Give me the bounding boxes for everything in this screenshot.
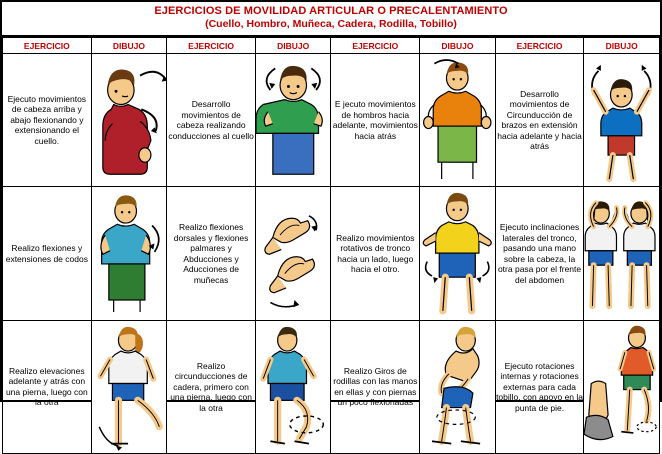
table-row <box>3 187 660 320</box>
exercise-text: Ejecuto inclinaciones laterales del tronco, pasando una mano sobre la cabeza, la otra pasa por el frente del abdomen <box>495 187 584 320</box>
exercise-text: Desarrollo movimientos de cabeza realizando conducciones al cuello <box>167 54 256 187</box>
table-header-row <box>3 38 660 54</box>
exercise-text: Realizo elevaciones adelante y atrás con una pierna, luego con la otra <box>3 320 92 453</box>
title-line-1: EJERCICIOS DE MOVILIDAD ARTICULAR O PRECALENTAMIENTO <box>154 5 508 17</box>
exercise-text: Realizo Giros de rodillas con las manos en ellas y con piernas un poco flexionadas <box>331 320 420 453</box>
exercise-figure-hip-circumduction <box>255 320 331 453</box>
neck-rotation-icon <box>256 54 331 186</box>
column-header-dibujo-2: DIBUJO <box>255 38 331 54</box>
exercise-text: Realizo circunducciones de cadera, primero con una pierna, luego con la otra <box>167 320 256 453</box>
title-line-2: (Cuello, Hombro, Muñeca, Cadera, Rodilla, Tobillo) <box>205 18 457 30</box>
exercise-text: Ejecuto rotaciones internas y rotaciones externas para cada tobillo, con apoyo en la punta de pie. <box>495 320 584 453</box>
trunk-lateral-bend-icon <box>584 187 659 319</box>
page-title <box>2 2 660 37</box>
exercise-figure-ankle-rotation <box>584 320 660 453</box>
column-header-ejercicio-2: EJERCICIO <box>167 38 256 54</box>
exercise-figure-arm-circumduction <box>584 54 660 187</box>
elbow-flex-extend-icon <box>92 187 167 319</box>
shoulder-forward-back-icon <box>420 54 495 186</box>
knee-rotation-icon <box>420 321 495 453</box>
exercise-figure-shoulder-forward-back <box>420 54 496 187</box>
exercise-text: Desarrollo movimientos de Circunducción de brazos en extensión hacia adelante y hacia atrás <box>495 54 584 187</box>
leg-swing-icon <box>92 321 167 453</box>
neck-flex-extend-icon <box>92 54 167 186</box>
exercise-figure-elbow-flex-extend <box>91 187 167 320</box>
exercise-text: Ejecuto movimientos de cabeza arriba y abajo flexionando y extensionando el cuello. <box>3 54 92 187</box>
exercise-figure-wrist-flex-abduct <box>255 187 331 320</box>
exercise-table <box>2 37 660 454</box>
arm-circumduction-icon <box>584 54 659 186</box>
exercise-text: Realizo flexiones dorsales y flexiones palmares y Abducciones y Aducciones de muñecas <box>167 187 256 320</box>
exercise-text: Realizo flexiones y extensiones de codos <box>3 187 92 320</box>
exercise-figure-trunk-rotation <box>420 187 496 320</box>
table-row <box>3 320 660 453</box>
hip-circumduction-icon <box>256 321 331 453</box>
table-row <box>3 54 660 187</box>
column-header-dibujo-4: DIBUJO <box>584 38 660 54</box>
trunk-rotation-icon <box>420 187 495 319</box>
column-header-ejercicio-1: EJERCICIO <box>3 38 92 54</box>
column-header-ejercicio-3: EJERCICIO <box>331 38 420 54</box>
exercise-figure-leg-swing <box>91 320 167 453</box>
wrist-flex-abduct-icon <box>256 187 331 319</box>
column-header-dibujo-1: DIBUJO <box>91 38 167 54</box>
column-header-ejercicio-4: EJERCICIO <box>495 38 584 54</box>
ankle-rotation-icon <box>584 321 659 453</box>
exercise-figure-trunk-lateral-bend <box>584 187 660 320</box>
column-header-dibujo-3: DIBUJO <box>420 38 496 54</box>
exercise-figure-knee-rotation <box>420 320 496 453</box>
exercise-text: Realizo movimientos rotativos de tronco hacia un lado, luego hacia el otro. <box>331 187 420 320</box>
exercise-figure-neck-flex-extend <box>91 54 167 187</box>
exercise-text: E jecuto movimientos de hombros hacia adelante, movimientos hacia atrás <box>331 54 420 187</box>
exercise-figure-neck-rotation <box>255 54 331 187</box>
